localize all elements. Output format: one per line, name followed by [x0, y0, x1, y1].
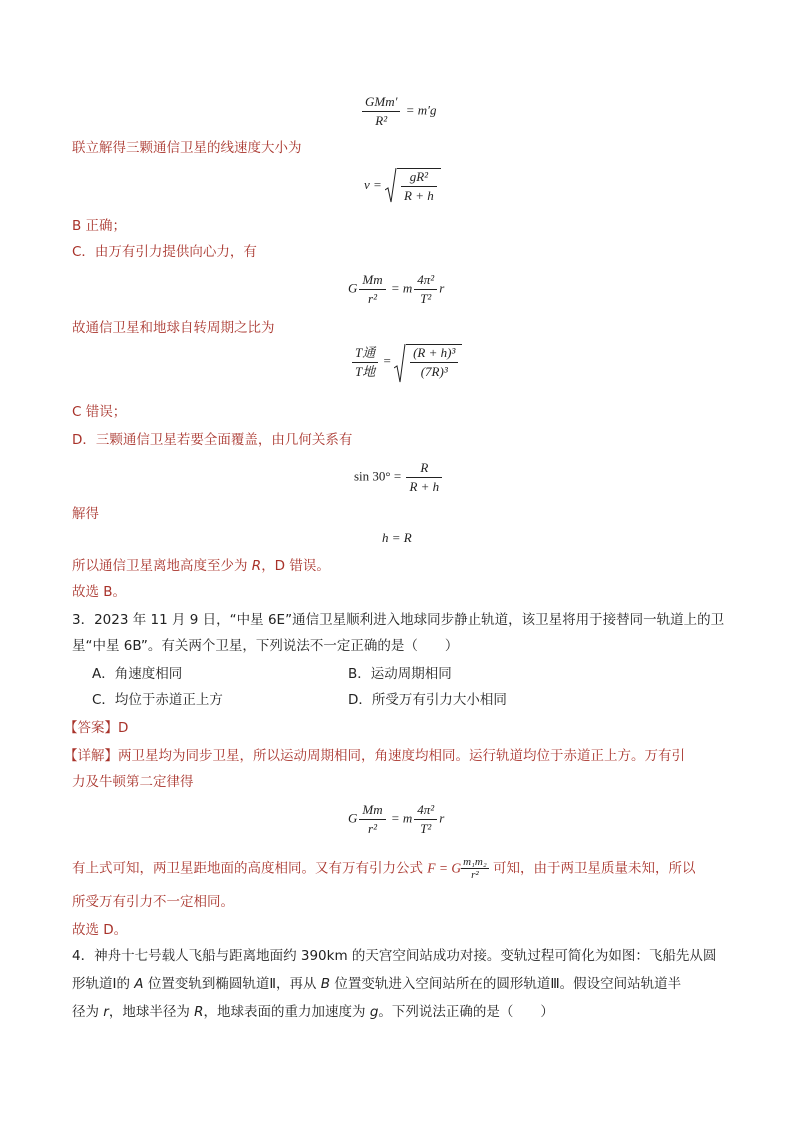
- eq4-radical-denominator: (7R)³: [420, 364, 448, 379]
- eq4-radical-numerator: (R + h)³: [410, 345, 458, 363]
- equation-sin30: [354, 460, 444, 495]
- question-3-line-1: 3．2023 年 11 月 9 日，“中星 6E”通信卫星顺利进入地球同步静止轨道，该卫星将用于接替同一轨道上的卫: [72, 612, 725, 628]
- eq3-numerator-2: 4π²: [414, 272, 437, 290]
- detail-line-4: 所受万有引力不一定相同。: [72, 894, 234, 910]
- inline-formula-F: F = G: [427, 860, 462, 876]
- radical-icon: [394, 344, 406, 384]
- text-line-7: 解得: [72, 506, 99, 522]
- detail-line-3: 有上式可知，两卫星距地面的高度相同。又有万有引力公式 F = G $\frac{\text{m₁m₂}}{\text{r²}}$ 可知，由于两卫星质量未知，所以: [72, 856, 696, 881]
- text-line-1: 联立解得三颗通信卫星的线速度大小为: [72, 140, 302, 156]
- eq3-denominator: r²: [368, 291, 377, 306]
- eq7-numerator-2: 4π²: [414, 802, 437, 820]
- equation-period-ratio: [350, 344, 462, 380]
- detail-line-2: 力及牛顿第二定律得: [72, 774, 194, 790]
- eq7-denominator-2: T²: [420, 821, 432, 836]
- option-b: B．运动周期相同: [348, 666, 452, 682]
- eq3-denominator-2: T²: [420, 291, 432, 306]
- question-4-line-3: 径为 r，地球半径为 R，地球表面的重力加速度为 g。下列说法正确的是（ ）: [72, 1004, 554, 1020]
- eq2-lhs: v =: [364, 176, 382, 192]
- answer-line: 【答案】D: [64, 720, 129, 736]
- question-3-line-2: 星“中星 6B”。有关两个卫星，下列说法不一定正确的是（ ）: [72, 638, 459, 654]
- eq5-lhs: sin 30° =: [354, 468, 402, 484]
- text-line-4: 故通信卫星和地球自转周期之比为: [72, 320, 275, 336]
- equation-centripetal-2: [348, 802, 444, 837]
- option-a: A．角速度相同: [92, 666, 183, 682]
- sqrt-symbol-2: [394, 344, 462, 380]
- eq3-r: r: [439, 280, 445, 296]
- option-d: D．所受万有引力大小相同: [348, 692, 507, 708]
- text-line-2: B 正确；: [72, 218, 127, 234]
- eq7-r: r: [439, 810, 445, 826]
- text-line-8: 所以通信卫星离地高度至少为 R，D 错误。: [72, 558, 330, 574]
- eq4-equals: =: [383, 352, 391, 368]
- equation-centripetal: [348, 272, 444, 307]
- eq2-numerator: gR²: [401, 169, 437, 187]
- text-line-9: 故选 B。: [72, 584, 127, 600]
- text-line-6: D．三颗通信卫星若要全面覆盖，由几何关系有: [72, 432, 353, 448]
- eq2-denominator: R + h: [404, 188, 434, 203]
- eq3-mid: = m: [390, 280, 413, 296]
- radical-icon: [385, 168, 397, 204]
- equation-velocity: [364, 168, 441, 204]
- equation-gravity-surface: [360, 94, 436, 129]
- eq1-denominator: R²: [375, 113, 388, 128]
- eq5-numerator: R: [406, 460, 442, 478]
- text-line-3: C．由万有引力提供向心力，有: [72, 244, 257, 260]
- eq3-G: G: [348, 280, 358, 296]
- eq7-G: G: [348, 810, 358, 826]
- detail-line-1: 【详解】两卫星均为同步卫星，所以运动周期相同，角速度均相同。运行轨道均位于赤道正上方。万有引: [64, 748, 685, 764]
- eq1-rhs: = m′g: [405, 102, 437, 118]
- eq4-denominator: T地: [355, 363, 376, 379]
- equation-height: h = R: [382, 530, 412, 545]
- eq4-numerator: T通: [352, 345, 378, 363]
- detail-line-5: 故选 D。: [72, 922, 128, 938]
- eq3-numerator: Mm: [359, 272, 385, 290]
- sqrt-symbol: [385, 168, 441, 204]
- inline-formula-fraction: $\frac{\text{m₁m₂}}{\text{r²}}$: [463, 856, 487, 881]
- question-4-line-1: 4．神舟十七号载人飞船与距离地面约 390km 的天宫空间站成功对接。变轨过程可简化为如图：飞船先从圆: [72, 948, 717, 964]
- option-c: C．均位于赤道正上方: [92, 692, 223, 708]
- question-4-line-2: 形轨道Ⅰ的 A 位置变轨到椭圆轨道Ⅱ，再从 B 位置变轨进入空间站所在的圆形轨道Ⅲ。假设空间站轨道半: [72, 976, 682, 992]
- eq7-denominator: r²: [368, 821, 377, 836]
- text-line-5: C 错误；: [72, 404, 127, 420]
- eq7-numerator: Mm: [359, 802, 385, 820]
- eq7-mid: = m: [390, 810, 413, 826]
- eq1-numerator: GMm′: [362, 94, 400, 112]
- eq5-denominator: R + h: [409, 479, 440, 494]
